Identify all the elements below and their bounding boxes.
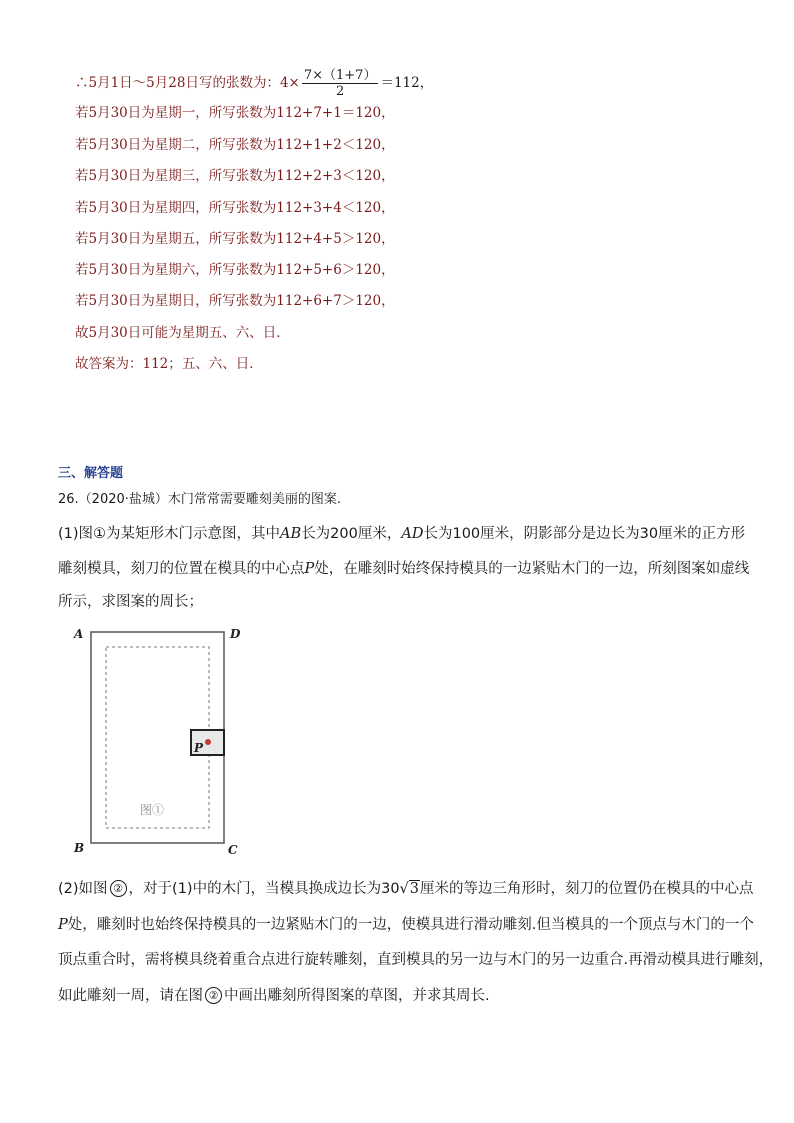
part-ref: (1) xyxy=(172,881,193,897)
fraction xyxy=(302,68,379,99)
part2-line-4 xyxy=(58,984,490,1005)
sqrt-expression: √3 xyxy=(399,881,420,897)
text: 如图 xyxy=(78,881,108,897)
part1-line-2 xyxy=(58,557,749,578)
figure-door-diagram xyxy=(60,620,260,865)
text: 处，雕刻时也始终保持模具的一边紧贴木门的一边，使模具进行滑动雕刻.但当模具的一个顶点与木门的一个 xyxy=(67,917,754,933)
figure-caption: 图① xyxy=(140,803,165,817)
part-number: (2) xyxy=(58,881,79,897)
text: 如此雕刻一周，请在图 xyxy=(58,988,203,1004)
text: 中画出雕刻所得图案的草图，并求其周长. xyxy=(224,988,490,1004)
text: 处，在雕刻时始终保持模具的一边紧贴木门的一边，所刻图案如虚线 xyxy=(314,561,750,577)
question-heading: 26.（2020·盐城）木门常常需要雕刻美丽的图案. xyxy=(58,492,342,507)
part-number: (1) xyxy=(58,526,79,542)
solution-text: ∴5月1日～5月28日写的张数为：4× xyxy=(75,75,300,91)
cutter-point xyxy=(205,739,211,745)
text: 厘米的等边三角形时，刻刀的位置仍在模具的中心点 xyxy=(420,881,754,897)
segment-ad: AD xyxy=(401,526,424,542)
text: ，对于 xyxy=(128,881,173,897)
solution-line-3: 若5月30日为星期三，所写张数为112+2+3＜120， xyxy=(75,168,395,184)
solution-line-4: 若5月30日为星期四，所写张数为112+3+4＜120， xyxy=(75,200,395,216)
sqrt-radicand: 3 xyxy=(409,881,420,897)
label-c: C xyxy=(228,843,238,857)
figure-ref: ② xyxy=(205,987,222,1004)
part2-line-2 xyxy=(58,913,754,934)
text: 长为200厘米， xyxy=(301,526,402,542)
solution-text: ＝112， xyxy=(380,75,434,91)
point-p: P xyxy=(304,561,315,577)
text: 中的木门，当模具换成边长为 xyxy=(192,881,382,897)
solution-line-8: 故5月30日可能为星期五、六、日． xyxy=(75,325,290,341)
solution-line-7: 若5月30日为星期日，所写张数为112+6+7＞120， xyxy=(75,293,395,309)
text: 雕刻模具，刻刀的位置在模具的中心点 xyxy=(58,561,305,577)
solution-line-2: 若5月30日为星期二，所写张数为112+1+2＜120， xyxy=(75,137,395,153)
label-p: P xyxy=(194,741,204,755)
fraction-denominator: 2 xyxy=(336,84,345,99)
solution-line-0 xyxy=(75,68,433,99)
part2-line-1 xyxy=(58,877,754,898)
text: 图①为某矩形木门示意图，其中 xyxy=(78,526,281,542)
point-p: P xyxy=(58,917,68,933)
number: 30 xyxy=(381,881,400,897)
solution-line-6: 若5月30日为星期六，所写张数为112+5+6＞120， xyxy=(75,262,395,278)
solution-line-5: 若5月30日为星期五，所写张数为112+4+5＞120， xyxy=(75,231,395,247)
section-title: 三、解答题 xyxy=(58,466,124,481)
part1-line-3: 所示，求图案的周长； xyxy=(58,594,203,610)
figure-ref: ② xyxy=(110,880,127,897)
fraction-numerator: 7×（1+7） xyxy=(303,68,377,83)
text: 长为100厘米，阴影部分是边长为30厘米的正方形 xyxy=(423,526,746,542)
segment-ab: AB xyxy=(280,526,302,542)
solution-line-9: 故答案为：112；五、六、日． xyxy=(75,356,263,372)
label-b: B xyxy=(74,841,85,855)
part1-line-1 xyxy=(58,522,745,543)
part2-line-3: 顶点重合时，需将模具绕着重合点进行旋转雕刻，直到模具的另一边与木门的另一边重合.再滑动模具进行雕刻， xyxy=(58,952,774,968)
label-d: D xyxy=(230,627,241,641)
solution-line-1: 若5月30日为星期一，所写张数为112+7+1＝120， xyxy=(75,105,395,121)
label-a: A xyxy=(74,627,84,641)
